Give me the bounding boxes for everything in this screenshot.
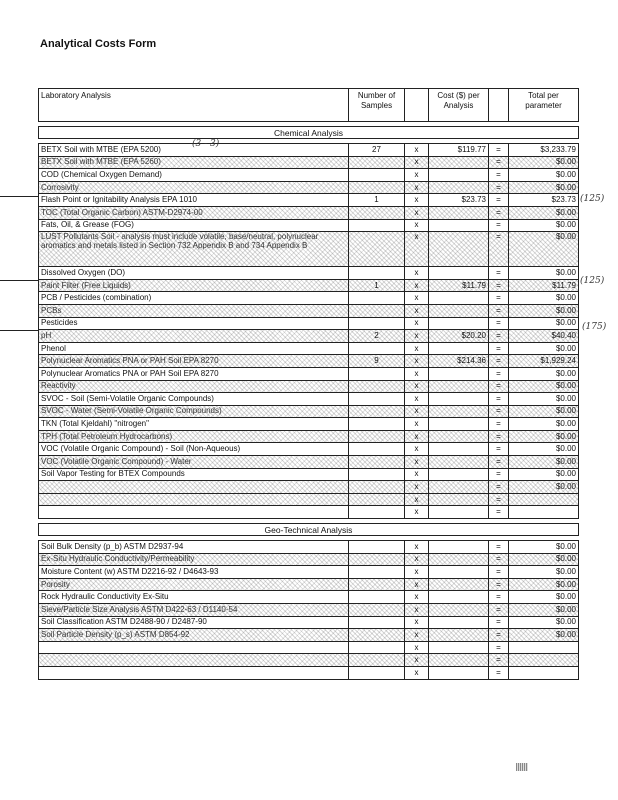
sample-count bbox=[349, 418, 405, 431]
times-sign: x bbox=[405, 279, 429, 292]
times-sign: x bbox=[405, 330, 429, 343]
table-row bbox=[39, 380, 579, 393]
unit-cost bbox=[429, 317, 489, 330]
unit-cost: $23.73 bbox=[429, 194, 489, 207]
analysis-name: PCBs bbox=[39, 304, 349, 317]
equals-sign: = bbox=[489, 493, 509, 506]
times-sign: x bbox=[405, 666, 429, 679]
table-row bbox=[39, 591, 579, 604]
analysis-name bbox=[39, 654, 349, 667]
table-row bbox=[39, 430, 579, 443]
table-row bbox=[39, 481, 579, 494]
times-sign: x bbox=[405, 418, 429, 431]
sample-count bbox=[349, 506, 405, 519]
table-row bbox=[39, 418, 579, 431]
margin-note-2: (125) bbox=[580, 276, 605, 286]
equals-sign: = bbox=[489, 330, 509, 343]
equals-sign: = bbox=[489, 181, 509, 194]
section-chemical-label: Chemical Analysis bbox=[39, 127, 579, 139]
row-total: $0.00 bbox=[509, 430, 579, 443]
row-total: $0.00 bbox=[509, 156, 579, 169]
handwritten-note: (3 - 3) bbox=[192, 139, 220, 149]
analysis-name: VOC (Volatile Organic Compound) - Water bbox=[39, 456, 349, 469]
equals-sign: = bbox=[489, 604, 509, 617]
analysis-name: Ex-Situ Hydraulic Conductivity/Permeability bbox=[39, 553, 349, 566]
table-row bbox=[39, 267, 579, 280]
times-sign: x bbox=[405, 468, 429, 481]
analysis-name: Soil Vapor Testing for BTEX Compounds bbox=[39, 468, 349, 481]
table-row bbox=[39, 541, 579, 554]
analysis-name: TPH (Total Petroleum Hydrocarbons) bbox=[39, 430, 349, 443]
equals-sign: = bbox=[489, 232, 509, 267]
times-sign: x bbox=[405, 654, 429, 667]
sample-count bbox=[349, 380, 405, 393]
row-total bbox=[509, 506, 579, 519]
table-row bbox=[39, 468, 579, 481]
sample-count bbox=[349, 342, 405, 355]
unit-cost bbox=[429, 493, 489, 506]
equals-sign: = bbox=[489, 304, 509, 317]
equals-sign: = bbox=[489, 219, 509, 232]
row-total: $0.00 bbox=[509, 292, 579, 305]
equals-sign: = bbox=[489, 169, 509, 182]
table-row bbox=[39, 566, 579, 579]
analysis-name: Polynuclear Aromatics PNA or PAH Soil EPA 8270 bbox=[39, 367, 349, 380]
analysis-name: Flash Point or Ignitability Analysis EPA 1010 bbox=[39, 194, 349, 207]
scan-stamp bbox=[516, 763, 528, 771]
equals-sign: = bbox=[489, 629, 509, 642]
row-total: $0.00 bbox=[509, 629, 579, 642]
sample-count bbox=[349, 666, 405, 679]
equals-sign: = bbox=[489, 553, 509, 566]
margin-line-1 bbox=[0, 196, 38, 197]
unit-cost bbox=[429, 456, 489, 469]
sample-count bbox=[349, 468, 405, 481]
table-row bbox=[39, 144, 579, 157]
analysis-name: Porosity bbox=[39, 578, 349, 591]
times-sign: x bbox=[405, 604, 429, 617]
table-row bbox=[39, 553, 579, 566]
sample-count bbox=[349, 292, 405, 305]
times-sign: x bbox=[405, 304, 429, 317]
sample-count bbox=[349, 267, 405, 280]
unit-cost bbox=[429, 430, 489, 443]
sample-count bbox=[349, 393, 405, 406]
analysis-name: LUST Pollutants Soil - analysis must include volatile, base/neutral, polynuclear aromatics and metals listed in Section 732 Appendix B and 734 Appendix B bbox=[39, 232, 349, 267]
analysis-name: BETX Soil with MTBE (EPA 5260) bbox=[39, 156, 349, 169]
sample-count bbox=[349, 541, 405, 554]
equals-sign: = bbox=[489, 405, 509, 418]
equals-sign: = bbox=[489, 666, 509, 679]
unit-cost bbox=[429, 169, 489, 182]
sample-count bbox=[349, 493, 405, 506]
equals-sign: = bbox=[489, 641, 509, 654]
row-total bbox=[509, 666, 579, 679]
table-row bbox=[39, 169, 579, 182]
unit-cost bbox=[429, 566, 489, 579]
unit-cost bbox=[429, 616, 489, 629]
unit-cost: $20.20 bbox=[429, 330, 489, 343]
times-sign: x bbox=[405, 156, 429, 169]
times-sign: x bbox=[405, 616, 429, 629]
sample-count bbox=[349, 156, 405, 169]
times-sign: x bbox=[405, 367, 429, 380]
sample-count bbox=[349, 553, 405, 566]
sample-count bbox=[349, 481, 405, 494]
analysis-name: VOC (Volatile Organic Compound) - Soil (Non-Aqueous) bbox=[39, 443, 349, 456]
unit-cost bbox=[429, 468, 489, 481]
header-x-spacer bbox=[405, 89, 429, 122]
times-sign: x bbox=[405, 506, 429, 519]
times-sign: x bbox=[405, 493, 429, 506]
section-geo-label: Geo-Technical Analysis bbox=[39, 524, 579, 536]
times-sign: x bbox=[405, 181, 429, 194]
table-row bbox=[39, 232, 579, 267]
analysis-name: pH bbox=[39, 330, 349, 343]
times-sign: x bbox=[405, 380, 429, 393]
equals-sign: = bbox=[489, 206, 509, 219]
equals-sign: = bbox=[489, 578, 509, 591]
unit-cost bbox=[429, 292, 489, 305]
analysis-name: SVOC - Soil (Semi-Volatile Organic Compounds) bbox=[39, 393, 349, 406]
analysis-name: TKN (Total Kjeldahl) "nitrogen" bbox=[39, 418, 349, 431]
equals-sign: = bbox=[489, 566, 509, 579]
times-sign: x bbox=[405, 566, 429, 579]
row-total: $0.00 bbox=[509, 342, 579, 355]
analysis-name bbox=[39, 506, 349, 519]
table-row bbox=[39, 456, 579, 469]
sample-count: 2 bbox=[349, 330, 405, 343]
row-total: $0.00 bbox=[509, 181, 579, 194]
row-total: $0.00 bbox=[509, 443, 579, 456]
row-total bbox=[509, 493, 579, 506]
times-sign: x bbox=[405, 219, 429, 232]
row-total: $0.00 bbox=[509, 405, 579, 418]
sample-count bbox=[349, 604, 405, 617]
row-total: $0.00 bbox=[509, 267, 579, 280]
table-row bbox=[39, 330, 579, 343]
analysis-name: Pesticides bbox=[39, 317, 349, 330]
times-sign: x bbox=[405, 393, 429, 406]
unit-cost bbox=[429, 629, 489, 642]
equals-sign: = bbox=[489, 144, 509, 157]
unit-cost: $119.77 bbox=[429, 144, 489, 157]
header-row bbox=[39, 89, 579, 122]
times-sign: x bbox=[405, 591, 429, 604]
analysis-name bbox=[39, 641, 349, 654]
table-row bbox=[39, 304, 579, 317]
table-row bbox=[39, 604, 579, 617]
table-row bbox=[39, 616, 579, 629]
row-total: $3,233.79 bbox=[509, 144, 579, 157]
sample-count bbox=[349, 443, 405, 456]
times-sign: x bbox=[405, 629, 429, 642]
row-total: $0.00 bbox=[509, 553, 579, 566]
equals-sign: = bbox=[489, 616, 509, 629]
equals-sign: = bbox=[489, 393, 509, 406]
margin-line-3 bbox=[0, 330, 38, 331]
unit-cost bbox=[429, 654, 489, 667]
analysis-name: Reactivity bbox=[39, 380, 349, 393]
row-total: $0.00 bbox=[509, 418, 579, 431]
row-total: $1,929.24 bbox=[509, 355, 579, 368]
row-total: $0.00 bbox=[509, 380, 579, 393]
unit-cost bbox=[429, 267, 489, 280]
row-total: $0.00 bbox=[509, 591, 579, 604]
header-eq-spacer bbox=[489, 89, 509, 122]
times-sign: x bbox=[405, 541, 429, 554]
table-row bbox=[39, 355, 579, 368]
equals-sign: = bbox=[489, 342, 509, 355]
unit-cost bbox=[429, 206, 489, 219]
unit-cost bbox=[429, 553, 489, 566]
section-chemical bbox=[39, 127, 579, 139]
unit-cost bbox=[429, 641, 489, 654]
table-row bbox=[39, 181, 579, 194]
row-total: $0.00 bbox=[509, 304, 579, 317]
row-total: $0.00 bbox=[509, 169, 579, 182]
unit-cost: $214.36 bbox=[429, 355, 489, 368]
unit-cost bbox=[429, 367, 489, 380]
sample-count bbox=[349, 591, 405, 604]
row-total bbox=[509, 641, 579, 654]
equals-sign: = bbox=[489, 418, 509, 431]
analysis-name: TOC (Total Organic Carbon) ASTM-D2974-00 bbox=[39, 206, 349, 219]
times-sign: x bbox=[405, 144, 429, 157]
row-total: $11.79 bbox=[509, 279, 579, 292]
unit-cost bbox=[429, 380, 489, 393]
sample-count bbox=[349, 616, 405, 629]
analysis-name bbox=[39, 666, 349, 679]
analysis-name: Soil Classification ASTM D2488-90 / D2487-90 bbox=[39, 616, 349, 629]
table-row bbox=[39, 317, 579, 330]
equals-sign: = bbox=[489, 443, 509, 456]
unit-cost bbox=[429, 481, 489, 494]
sample-count bbox=[349, 405, 405, 418]
equals-sign: = bbox=[489, 591, 509, 604]
row-total: $0.00 bbox=[509, 541, 579, 554]
row-total: $0.00 bbox=[509, 468, 579, 481]
sample-count bbox=[349, 456, 405, 469]
analysis-name: Moisture Content (w) ASTM D2216-92 / D4643-93 bbox=[39, 566, 349, 579]
times-sign: x bbox=[405, 456, 429, 469]
analysis-name: PCB / Pesticides (combination) bbox=[39, 292, 349, 305]
analysis-name bbox=[39, 493, 349, 506]
header-samples: Number of Samples bbox=[349, 89, 405, 122]
sample-count bbox=[349, 181, 405, 194]
analysis-name: Sieve/Particle Size Analysis ASTM D422-63 / D1140-54 bbox=[39, 604, 349, 617]
table-row bbox=[39, 578, 579, 591]
unit-cost bbox=[429, 578, 489, 591]
margin-line-2 bbox=[0, 280, 38, 281]
header-cost: Cost ($) per Analysis bbox=[429, 89, 489, 122]
sample-count bbox=[349, 304, 405, 317]
analysis-name: Rock Hydraulic Conductivity Ex-Situ bbox=[39, 591, 349, 604]
times-sign: x bbox=[405, 232, 429, 267]
row-total: $0.00 bbox=[509, 317, 579, 330]
table-row bbox=[39, 156, 579, 169]
table-row bbox=[39, 206, 579, 219]
sample-count bbox=[349, 430, 405, 443]
row-total: $0.00 bbox=[509, 219, 579, 232]
sample-count bbox=[349, 219, 405, 232]
sample-count: 1 bbox=[349, 194, 405, 207]
header-analysis: Laboratory Analysis bbox=[39, 89, 349, 122]
analysis-name: Soil Particle Density (p_s) ASTM D854-92 bbox=[39, 629, 349, 642]
analytical-costs-table bbox=[38, 88, 579, 680]
times-sign: x bbox=[405, 481, 429, 494]
analysis-name bbox=[39, 481, 349, 494]
table-row bbox=[39, 393, 579, 406]
unit-cost bbox=[429, 418, 489, 431]
unit-cost bbox=[429, 591, 489, 604]
row-total: $0.00 bbox=[509, 616, 579, 629]
sample-count: 27 bbox=[349, 144, 405, 157]
times-sign: x bbox=[405, 169, 429, 182]
equals-sign: = bbox=[489, 156, 509, 169]
analysis-name: COD (Chemical Oxygen Demand) bbox=[39, 169, 349, 182]
analysis-name: Polynuclear Aromatics PNA or PAH Soil EPA 8270 bbox=[39, 355, 349, 368]
equals-sign: = bbox=[489, 292, 509, 305]
sample-count bbox=[349, 367, 405, 380]
times-sign: x bbox=[405, 355, 429, 368]
times-sign: x bbox=[405, 405, 429, 418]
equals-sign: = bbox=[489, 194, 509, 207]
table-row bbox=[39, 405, 579, 418]
sample-count bbox=[349, 629, 405, 642]
margin-note-3: (175) bbox=[582, 322, 607, 332]
times-sign: x bbox=[405, 317, 429, 330]
analysis-name: SVOC - Water (Semi-Volatile Organic Compounds) bbox=[39, 405, 349, 418]
table-row bbox=[39, 654, 579, 667]
times-sign: x bbox=[405, 578, 429, 591]
sample-count bbox=[349, 206, 405, 219]
unit-cost bbox=[429, 541, 489, 554]
section-geotechnical bbox=[39, 524, 579, 536]
unit-cost bbox=[429, 342, 489, 355]
unit-cost bbox=[429, 181, 489, 194]
times-sign: x bbox=[405, 430, 429, 443]
unit-cost bbox=[429, 443, 489, 456]
unit-cost bbox=[429, 393, 489, 406]
table-row bbox=[39, 219, 579, 232]
times-sign: x bbox=[405, 292, 429, 305]
equals-sign: = bbox=[489, 654, 509, 667]
analysis-name: BETX Soil with MTBE (EPA 5200) bbox=[39, 144, 349, 157]
unit-cost bbox=[429, 304, 489, 317]
unit-cost bbox=[429, 232, 489, 267]
unit-cost bbox=[429, 156, 489, 169]
analysis-name: Soil Bulk Density (p_b) ASTM D2937-94 bbox=[39, 541, 349, 554]
table-row bbox=[39, 493, 579, 506]
times-sign: x bbox=[405, 553, 429, 566]
unit-cost bbox=[429, 666, 489, 679]
unit-cost bbox=[429, 604, 489, 617]
times-sign: x bbox=[405, 443, 429, 456]
equals-sign: = bbox=[489, 481, 509, 494]
row-total: $0.00 bbox=[509, 578, 579, 591]
row-total: $23.73 bbox=[509, 194, 579, 207]
times-sign: x bbox=[405, 342, 429, 355]
table-row bbox=[39, 292, 579, 305]
equals-sign: = bbox=[489, 380, 509, 393]
unit-cost: $11.79 bbox=[429, 279, 489, 292]
equals-sign: = bbox=[489, 541, 509, 554]
equals-sign: = bbox=[489, 430, 509, 443]
unit-cost bbox=[429, 506, 489, 519]
analysis-name: Fats, Oil, & Grease (FOG) bbox=[39, 219, 349, 232]
table-row bbox=[39, 666, 579, 679]
equals-sign: = bbox=[489, 317, 509, 330]
row-total: $0.00 bbox=[509, 206, 579, 219]
row-total: $0.00 bbox=[509, 604, 579, 617]
row-total: $0.00 bbox=[509, 393, 579, 406]
unit-cost bbox=[429, 405, 489, 418]
row-total: $0.00 bbox=[509, 232, 579, 267]
row-total bbox=[509, 654, 579, 667]
table-row bbox=[39, 641, 579, 654]
form-title: Analytical Costs Form bbox=[40, 38, 157, 50]
analysis-name: Phenol bbox=[39, 342, 349, 355]
table-row bbox=[39, 443, 579, 456]
sample-count: 9 bbox=[349, 355, 405, 368]
table-row bbox=[39, 629, 579, 642]
analysis-name: Dissolved Oxygen (DO) bbox=[39, 267, 349, 280]
analysis-name: Corrosivity bbox=[39, 181, 349, 194]
sample-count bbox=[349, 169, 405, 182]
sample-count bbox=[349, 654, 405, 667]
times-sign: x bbox=[405, 641, 429, 654]
equals-sign: = bbox=[489, 279, 509, 292]
table-row bbox=[39, 279, 579, 292]
equals-sign: = bbox=[489, 468, 509, 481]
row-total: $0.00 bbox=[509, 566, 579, 579]
row-total: $0.00 bbox=[509, 456, 579, 469]
sample-count bbox=[349, 641, 405, 654]
table-row bbox=[39, 506, 579, 519]
equals-sign: = bbox=[489, 267, 509, 280]
times-sign: x bbox=[405, 206, 429, 219]
times-sign: x bbox=[405, 194, 429, 207]
equals-sign: = bbox=[489, 367, 509, 380]
sample-count bbox=[349, 566, 405, 579]
row-total: $0.00 bbox=[509, 481, 579, 494]
margin-note-1: (125) bbox=[580, 194, 605, 204]
sample-count bbox=[349, 317, 405, 330]
times-sign: x bbox=[405, 267, 429, 280]
table-row bbox=[39, 194, 579, 207]
row-total: $40.40 bbox=[509, 330, 579, 343]
sample-count: 1 bbox=[349, 279, 405, 292]
table-body bbox=[39, 89, 579, 680]
sample-count bbox=[349, 578, 405, 591]
row-total: $0.00 bbox=[509, 367, 579, 380]
header-total: Total per parameter bbox=[509, 89, 579, 122]
table-row bbox=[39, 367, 579, 380]
equals-sign: = bbox=[489, 355, 509, 368]
equals-sign: = bbox=[489, 506, 509, 519]
unit-cost bbox=[429, 219, 489, 232]
analysis-name: Paint Filter (Free Liquids) bbox=[39, 279, 349, 292]
sample-count bbox=[349, 232, 405, 267]
table-row bbox=[39, 342, 579, 355]
equals-sign: = bbox=[489, 456, 509, 469]
